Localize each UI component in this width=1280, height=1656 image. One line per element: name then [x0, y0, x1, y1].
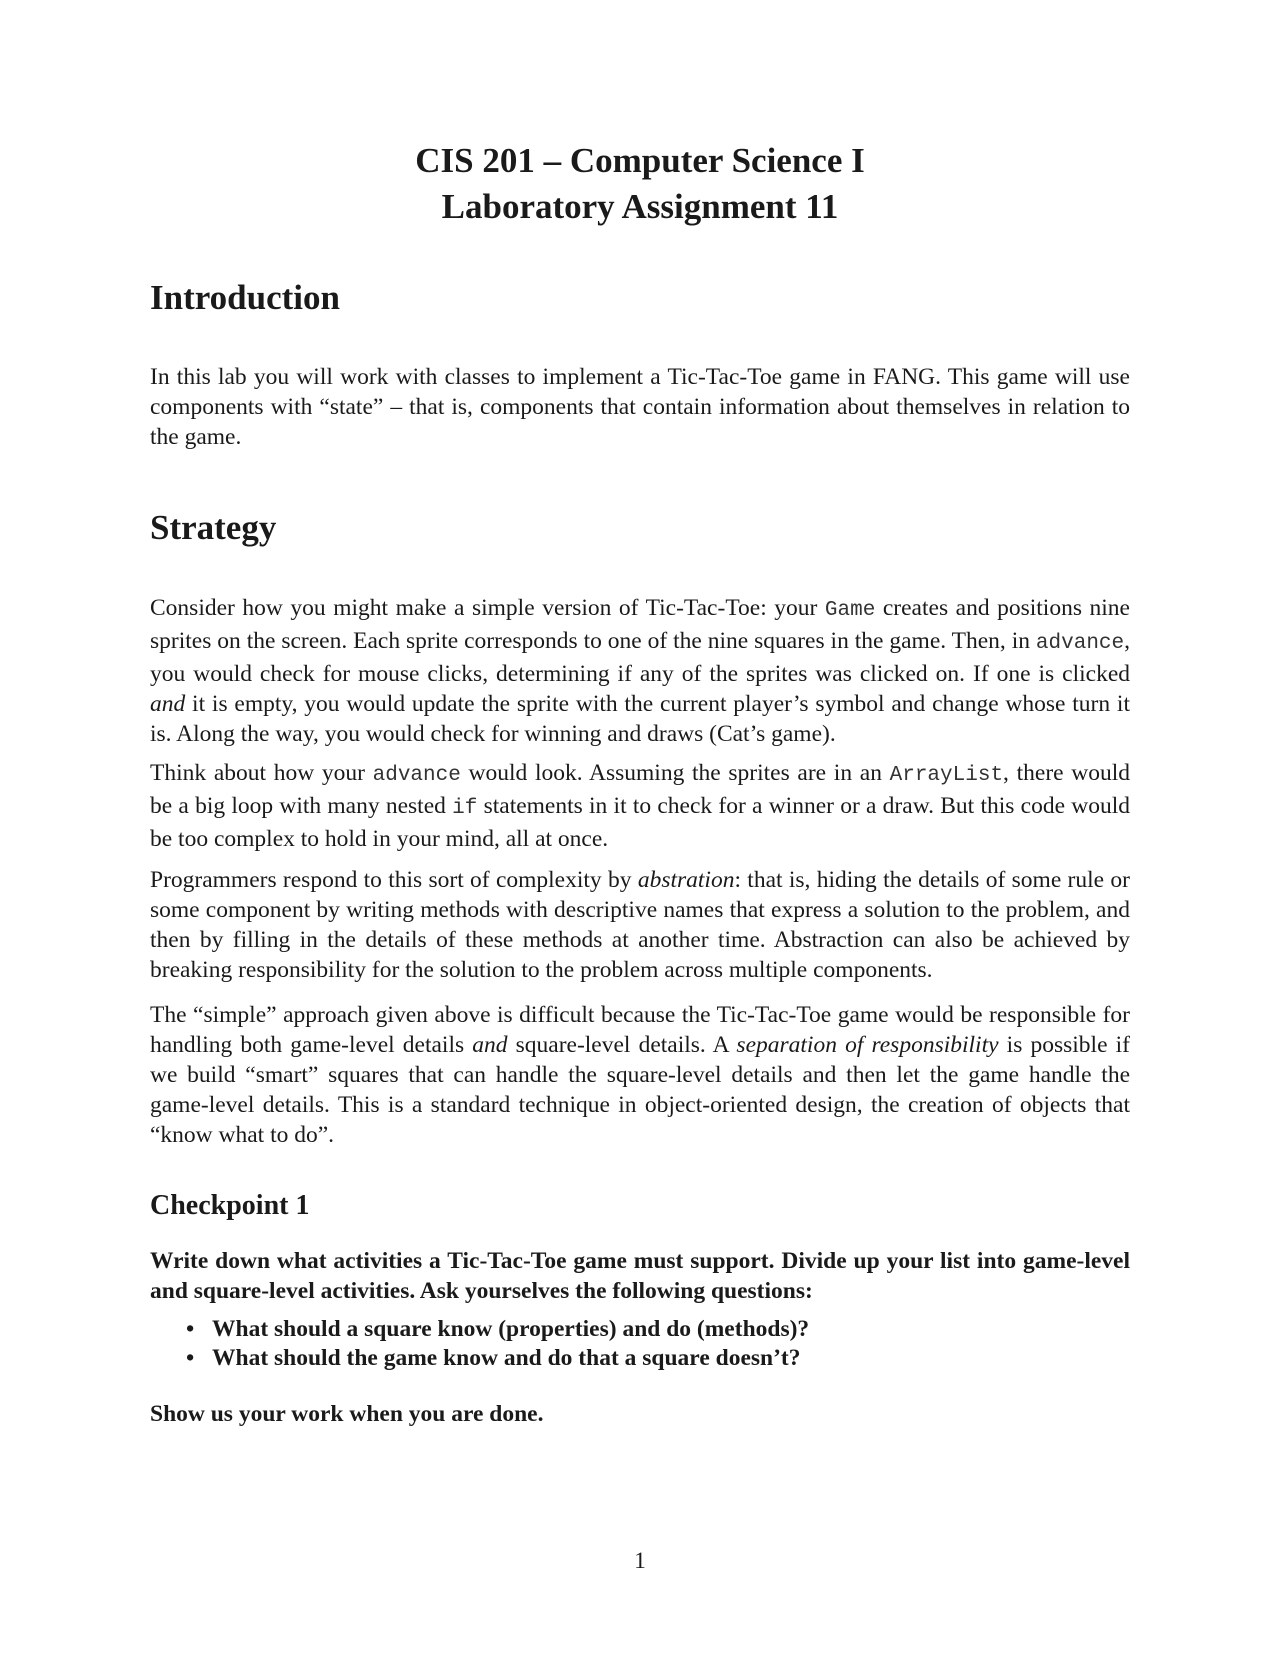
list-item: • What should a square know (properties) and do (methods)?: [186, 1316, 810, 1342]
bullet-icon: •: [186, 1345, 195, 1371]
course-title: CIS 201 – Computer Science I: [415, 141, 865, 180]
emphasis-and: and: [150, 691, 186, 717]
emphasis-abstration: abstration: [637, 867, 735, 893]
code-advance: advance: [372, 764, 461, 787]
assignment-title: Laboratory Assignment 11: [441, 187, 839, 226]
checkpoint-closing: Show us your work when you are done.: [150, 1401, 544, 1427]
introduction-paragraph: In this lab you will work with classes to implement a Tic-Tac-Toe game in FANG. This game will use components with “state” – that is, components that contain information about themselves in relation to the game.: [150, 364, 1130, 450]
page-number: 1: [634, 1548, 646, 1574]
emphasis-and: and: [472, 1032, 508, 1058]
checkpoint-instructions: Write down what activities a Tic-Tac-Toe game must support. Divide up your list into game-level and square-level activities. Ask yourselves the following questions:: [150, 1248, 1130, 1304]
strategy-paragraph-4: The “simple” approach given above is difficult because the Tic-Tac-Toe game would be responsible for handling both game-level details and square-level details. A separation of responsibility is possible if we build “smart” squares that can handle the square-level details and then let the game handle the game-level details. This is a standard technique in object-oriented design, the creation of objects that “know what to do”.: [150, 1002, 1130, 1148]
strategy-heading: Strategy: [150, 508, 277, 547]
list-item: • What should the game know and do that a square doesn’t?: [186, 1345, 801, 1371]
checkpoint-questions: [182, 1315, 809, 1373]
code-advance: advance: [1035, 632, 1125, 655]
strategy-paragraph-1: Consider how you might make a simple version of Tic-Tac-Toe: your Game creates and positions nine sprites on the screen. Each sprite corresponds to one of the nine squares in the game. Then, in advance, you would check for mouse clicks, determining if any of the sprites was clicked on. If one is clicked and it is empty, you would update the sprite with the current player’s symbol and change whose turn it is. Along the way, you would check for winning and draws (Cat’s game).: [150, 595, 1130, 747]
code-arraylist: ArrayList: [889, 764, 1004, 787]
introduction-heading: Introduction: [150, 278, 340, 317]
emphasis-separation: separation of responsibility: [736, 1032, 999, 1058]
document-page: [150, 0, 1130, 1656]
code-if: if: [452, 797, 478, 820]
checkpoint-heading: Checkpoint 1: [150, 1190, 310, 1221]
strategy-paragraph-3: Programmers respond to this sort of complexity by abstration: that is, hiding the details of some rule or some component by writing methods with descriptive names that express a solution to the problem, and then by filling in the details of these methods at another time. Abstraction can also be achieved by breaking responsibility for the solution to the problem across multiple components.: [150, 867, 1130, 983]
code-game: Game: [824, 599, 876, 622]
document-title: [150, 138, 1130, 230]
bullet-icon: •: [186, 1316, 195, 1342]
strategy-paragraph-2: Think about how your advance would look. Assuming the sprites are in an ArrayList, there would be a big loop with many nested if statements in it to check for a winner or a draw. But this code would be too complex to hold in your mind, all at once.: [150, 760, 1131, 852]
